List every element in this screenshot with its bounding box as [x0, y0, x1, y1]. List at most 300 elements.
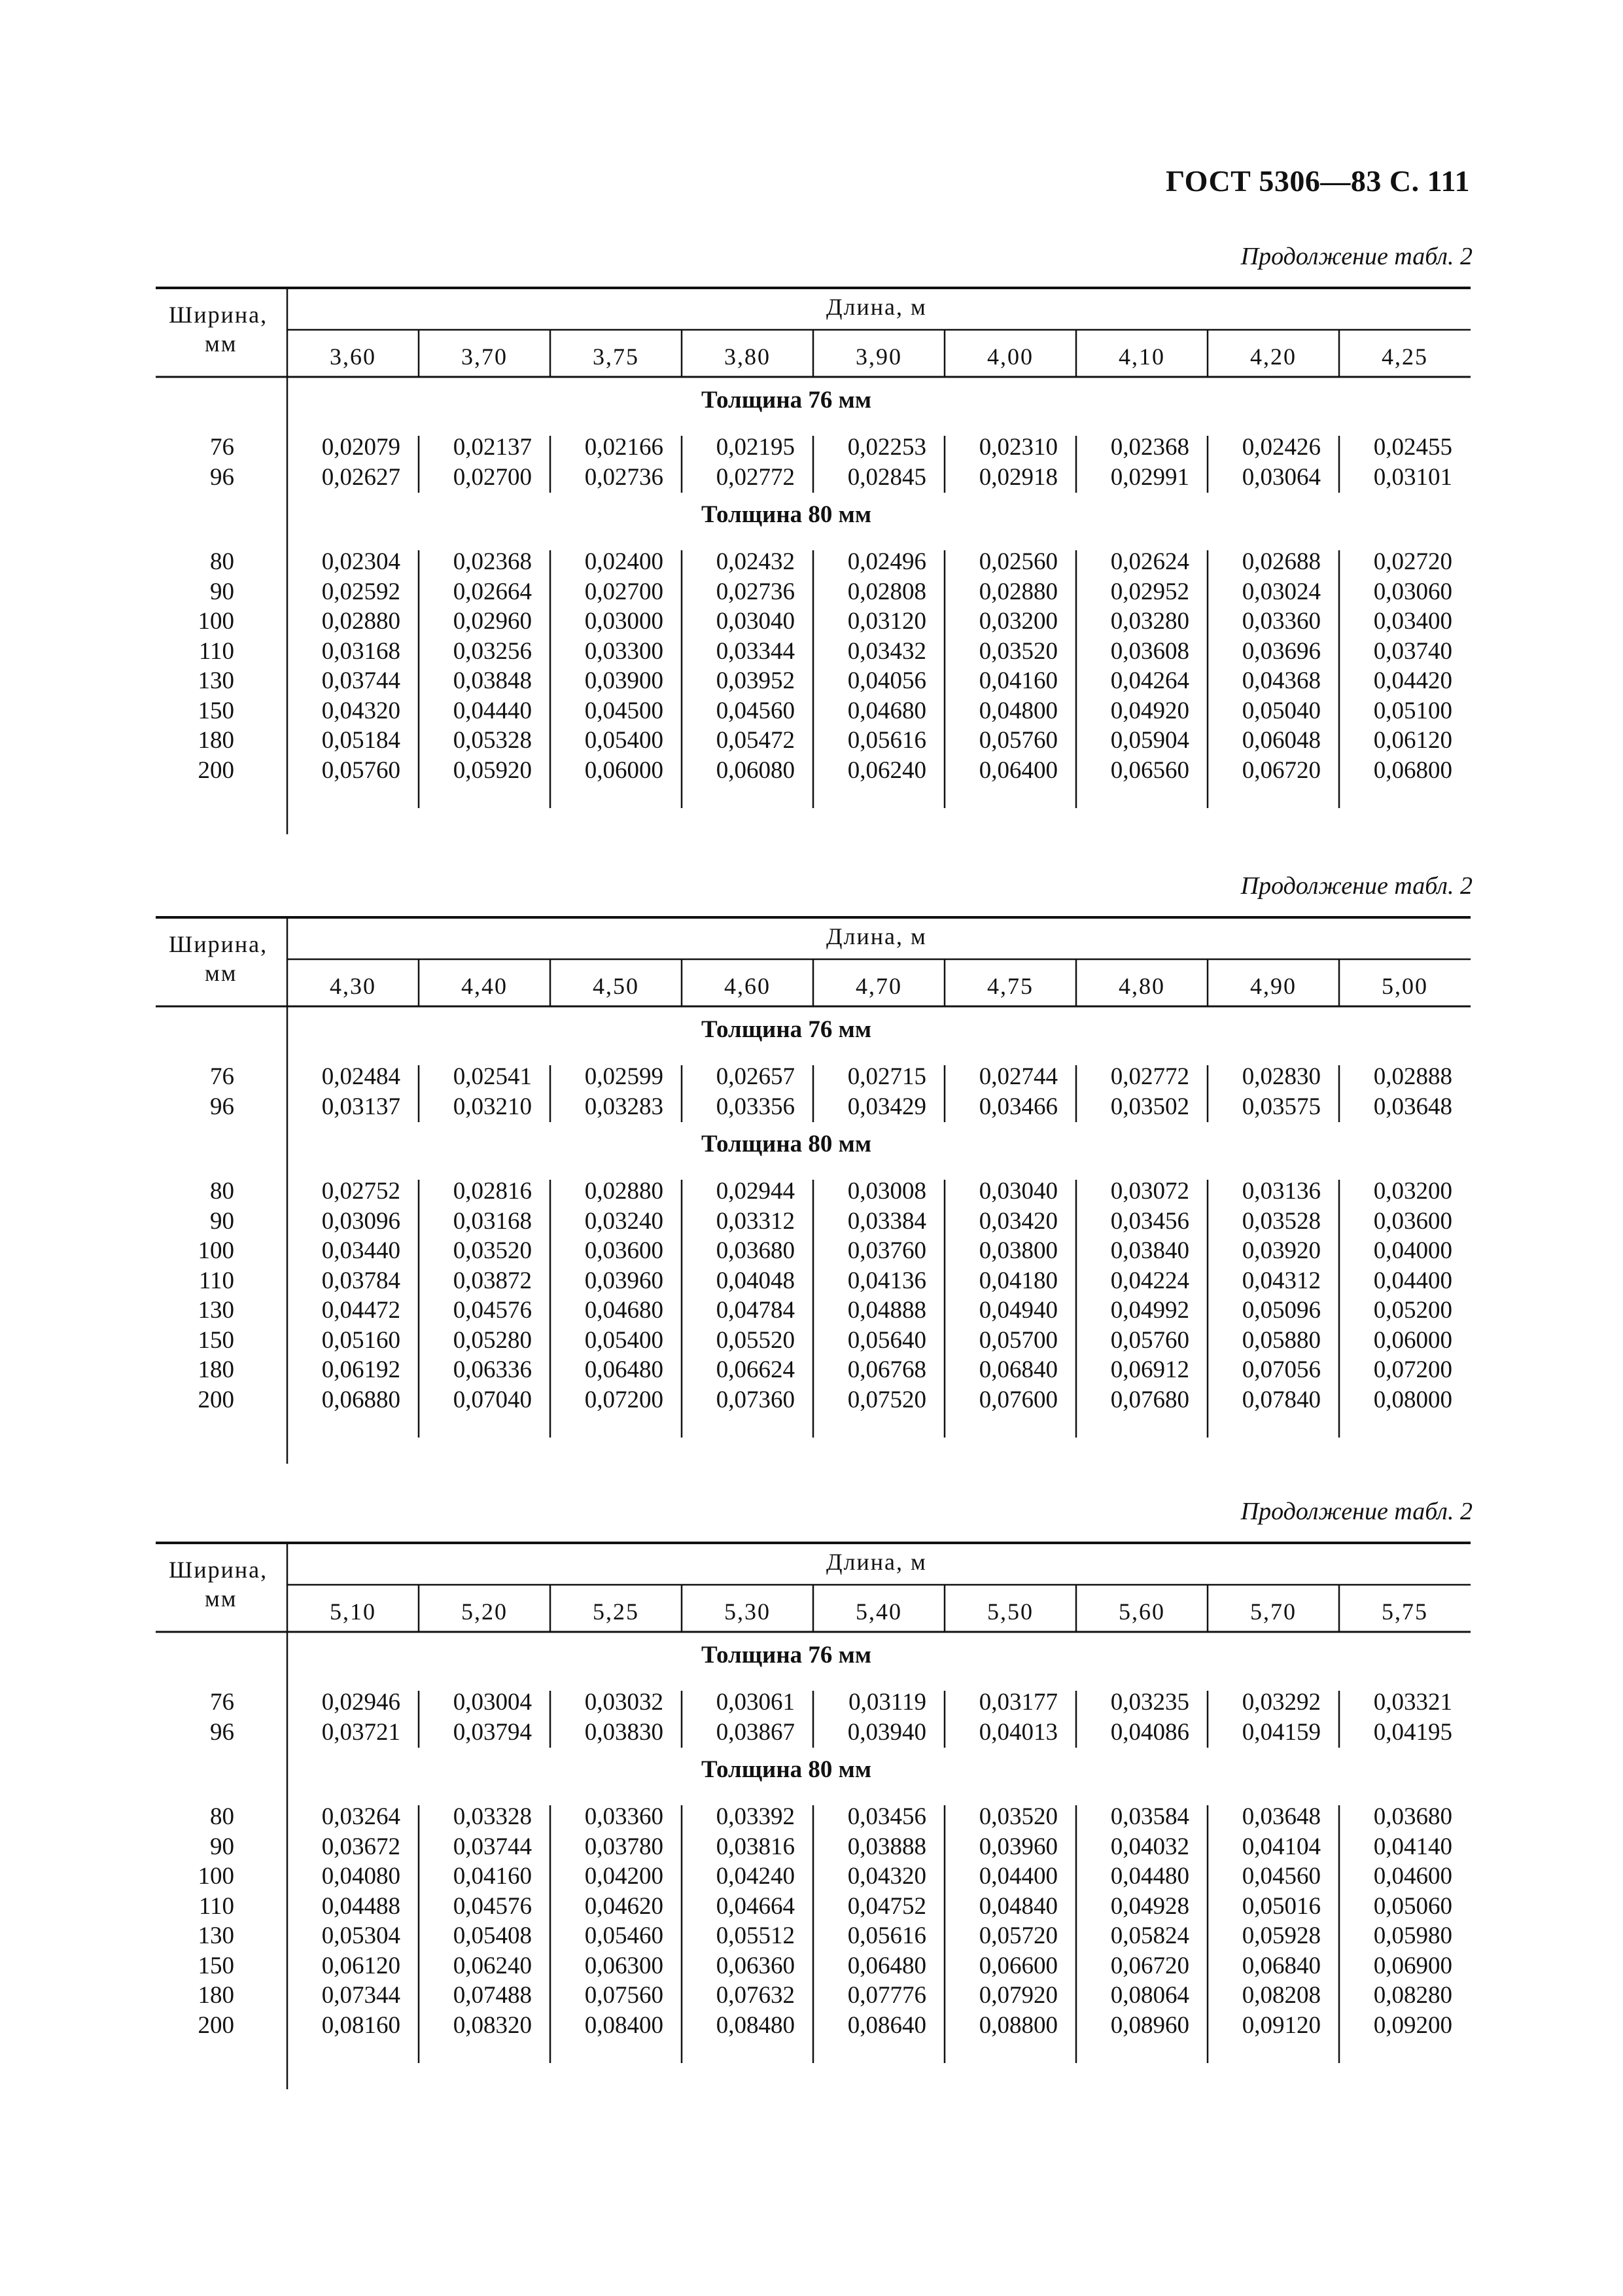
table-cell: 0,04195	[1373, 1718, 1452, 1746]
length-value: 4,25	[1382, 344, 1428, 370]
table-cell: 0,05460	[584, 1922, 663, 1949]
table-cell: 0,05640	[847, 1326, 926, 1354]
table-cell: 0,06336	[453, 1356, 532, 1383]
table-cell: 0,04086	[1110, 1718, 1189, 1746]
table-cell: 0,03520	[979, 1803, 1058, 1830]
table-cell: 0,03137	[321, 1093, 400, 1120]
table-cell: 0,02715	[847, 1063, 926, 1090]
table-cell: 0,03040	[979, 1178, 1058, 1205]
table-cell: 0,03867	[716, 1718, 795, 1746]
table-cell: 0,03960	[584, 1267, 663, 1294]
table-cell: 0,02496	[847, 548, 926, 575]
length-value: 4,40	[461, 973, 508, 999]
table-cell: 0,04784	[716, 1297, 795, 1324]
length-value: 5,75	[1382, 1598, 1428, 1625]
table-cell: 0,08208	[1242, 1982, 1321, 2009]
row-width: 180	[198, 1982, 234, 2009]
table-cell: 0,05184	[321, 727, 400, 754]
table-cell: 0,03040	[716, 608, 795, 635]
table-cell: 0,03840	[1110, 1237, 1189, 1264]
table-cell: 0,03680	[1373, 1803, 1452, 1830]
row-width: 130	[198, 1297, 234, 1324]
table-cell: 0,07776	[847, 1982, 926, 2009]
table-cell: 0,02484	[321, 1063, 400, 1090]
table-cell: 0,04680	[584, 1297, 663, 1324]
table-cell: 0,02560	[979, 548, 1058, 575]
table-cell: 0,05328	[453, 727, 532, 754]
length-value: 5,60	[1119, 1598, 1165, 1625]
table-cell: 0,04048	[716, 1267, 795, 1294]
length-value: 5,40	[856, 1598, 902, 1625]
table-cell: 0,05060	[1373, 1892, 1452, 1920]
length-value: 5,20	[461, 1598, 508, 1625]
length-value: 5,50	[987, 1598, 1034, 1625]
table-cell: 0,05904	[1110, 727, 1189, 754]
table-cell: 0,04140	[1373, 1833, 1452, 1860]
table-cell: 0,02541	[453, 1063, 532, 1090]
row-width: 80	[210, 1803, 234, 1830]
table-cell: 0,07040	[453, 1386, 532, 1413]
table-cell: 0,08280	[1373, 1982, 1452, 2009]
table-cell: 0,03584	[1110, 1803, 1189, 1830]
table-cell: 0,05160	[321, 1326, 400, 1354]
table-cell: 0,03672	[321, 1833, 400, 1860]
length-value: 4,10	[1119, 344, 1165, 370]
table-cell: 0,04200	[584, 1863, 663, 1890]
table-cell: 0,03608	[1110, 637, 1189, 665]
length-value: 5,00	[1382, 973, 1428, 999]
table-cell: 0,08480	[716, 2011, 795, 2039]
table-cell: 0,04400	[1373, 1267, 1452, 1294]
width-header: Ширина,	[169, 302, 268, 328]
table-cell: 0,04013	[979, 1718, 1058, 1746]
table-cell: 0,06300	[584, 1952, 663, 1979]
table-cell: 0,04576	[453, 1297, 532, 1324]
table-cell: 0,08064	[1110, 1982, 1189, 2009]
length-value: 4,75	[987, 973, 1034, 999]
row-width: 130	[198, 1922, 234, 1949]
table-cell: 0,04032	[1110, 1833, 1189, 1860]
table-cell: 0,03520	[979, 637, 1058, 665]
width-header-unit: мм	[205, 960, 237, 986]
table-cell: 0,02888	[1373, 1063, 1452, 1090]
table-cell: 0,02627	[321, 463, 400, 491]
table-cell: 0,05720	[979, 1922, 1058, 1949]
table-cell: 0,06048	[1242, 727, 1321, 754]
width-header-unit: мм	[205, 1585, 237, 1612]
table-cell: 0,04400	[979, 1863, 1058, 1890]
table-cell: 0,07200	[584, 1386, 663, 1413]
table-cell: 0,03120	[847, 608, 926, 635]
table-cell: 0,08960	[1110, 2011, 1189, 2039]
row-width: 150	[198, 697, 234, 724]
table-cell: 0,06720	[1242, 756, 1321, 784]
table-cell: 0,03064	[1242, 463, 1321, 491]
table-cell: 0,06080	[716, 756, 795, 784]
table-cell: 0,09200	[1373, 2011, 1452, 2039]
length-value: 5,70	[1250, 1598, 1297, 1625]
row-width: 200	[198, 756, 234, 784]
table-cell: 0,03648	[1242, 1803, 1321, 1830]
table-cell: 0,06900	[1373, 1952, 1452, 1979]
table-cell: 0,06624	[716, 1356, 795, 1383]
table-cell: 0,03136	[1242, 1178, 1321, 1205]
row-width: 96	[210, 1718, 234, 1746]
table-cell: 0,02624	[1110, 548, 1189, 575]
length-header: Длина, м	[826, 923, 927, 949]
length-value: 4,20	[1250, 344, 1297, 370]
length-value: 5,25	[593, 1598, 639, 1625]
table-cell: 0,04560	[1242, 1863, 1321, 1890]
table-cell: 0,03744	[321, 667, 400, 694]
table-cell: 0,03240	[584, 1207, 663, 1235]
table-cell: 0,04320	[847, 1863, 926, 1890]
table-cell: 0,04664	[716, 1892, 795, 1920]
table-cell: 0,03600	[584, 1237, 663, 1264]
table-cell: 0,05824	[1110, 1922, 1189, 1949]
table-cell: 0,03600	[1373, 1207, 1452, 1235]
length-value: 4,50	[593, 973, 639, 999]
table-cell: 0,07600	[979, 1386, 1058, 1413]
table-cell: 0,03072	[1110, 1178, 1189, 1205]
table-cell: 0,08160	[321, 2011, 400, 2039]
table-cell: 0,05408	[453, 1922, 532, 1949]
table-cell: 0,04620	[584, 1892, 663, 1920]
table-cell: 0,03024	[1242, 578, 1321, 605]
row-width: 90	[210, 578, 234, 605]
length-value: 4,30	[330, 973, 376, 999]
table-cell: 0,05760	[321, 756, 400, 784]
table-cell: 0,03696	[1242, 637, 1321, 665]
table-cell: 0,03264	[321, 1803, 400, 1830]
table-cell: 0,02845	[847, 463, 926, 491]
table-cell: 0,04264	[1110, 667, 1189, 694]
table-cell: 0,02137	[453, 434, 532, 461]
table-cell: 0,03420	[979, 1207, 1058, 1235]
table-cell: 0,05096	[1242, 1297, 1321, 1324]
row-width: 180	[198, 727, 234, 754]
table-cell: 0,02880	[321, 608, 400, 635]
table-cell: 0,03096	[321, 1207, 400, 1235]
table-cell: 0,06480	[847, 1952, 926, 1979]
table-cell: 0,08400	[584, 2011, 663, 2039]
table-cell: 0,03004	[453, 1689, 532, 1716]
table-cell: 0,02960	[453, 608, 532, 635]
table-cell: 0,03008	[847, 1178, 926, 1205]
table-cell: 0,04000	[1373, 1237, 1452, 1264]
table-cell: 0,02688	[1242, 548, 1321, 575]
table-cell: 0,02944	[716, 1178, 795, 1205]
row-width: 80	[210, 548, 234, 575]
table-cell: 0,06840	[979, 1356, 1058, 1383]
table-cell: 0,03960	[979, 1833, 1058, 1860]
table-cell: 0,05880	[1242, 1326, 1321, 1354]
table-cell: 0,03000	[584, 608, 663, 635]
width-header: Ширина,	[169, 931, 268, 957]
row-width: 200	[198, 1386, 234, 1413]
table-cell: 0,02946	[321, 1689, 400, 1716]
table-cell: 0,03800	[979, 1237, 1058, 1264]
table-cell: 0,04080	[321, 1863, 400, 1890]
row-width: 76	[210, 434, 234, 461]
table-cell: 0,03321	[1373, 1689, 1452, 1716]
table-cell: 0,03312	[716, 1207, 795, 1235]
table-cell: 0,05280	[453, 1326, 532, 1354]
table-cell: 0,03940	[847, 1718, 926, 1746]
section-title: Толщина 76 мм	[701, 387, 872, 414]
table-cell: 0,06400	[979, 756, 1058, 784]
table-cell: 0,04368	[1242, 667, 1321, 694]
table-cell: 0,03784	[321, 1267, 400, 1294]
table-cell: 0,05400	[584, 1326, 663, 1354]
table-cell: 0,05100	[1373, 697, 1452, 724]
row-width: 80	[210, 1178, 234, 1205]
table-cell: 0,03888	[847, 1833, 926, 1860]
table-cell: 0,07056	[1242, 1356, 1321, 1383]
table-cell: 0,02880	[584, 1178, 663, 1205]
table-cell: 0,03292	[1242, 1689, 1321, 1716]
table-cell: 0,04480	[1110, 1863, 1189, 1890]
table-cell: 0,04576	[453, 1892, 532, 1920]
table-cell: 0,04920	[1110, 697, 1189, 724]
table-cell: 0,02918	[979, 463, 1058, 491]
table-cell: 0,02400	[584, 548, 663, 575]
length-value: 3,60	[330, 344, 376, 370]
table-cell: 0,02079	[321, 434, 400, 461]
data-table	[156, 917, 1477, 1467]
row-width: 96	[210, 463, 234, 491]
table-cell: 0,04500	[584, 697, 663, 724]
table-cell: 0,03328	[453, 1803, 532, 1830]
table-cell: 0,04928	[1110, 1892, 1189, 1920]
row-width: 76	[210, 1063, 234, 1090]
table-cell: 0,07344	[321, 1982, 400, 2009]
table-cell: 0,06600	[979, 1952, 1058, 1979]
length-value: 5,10	[330, 1598, 376, 1625]
page-header: ГОСТ 5306—83 С. 111	[1165, 164, 1470, 198]
table-cell: 0,05472	[716, 727, 795, 754]
table-cell: 0,05200	[1373, 1297, 1452, 1324]
table-cell: 0,06720	[1110, 1952, 1189, 1979]
table-cell: 0,02700	[584, 578, 663, 605]
table-cell: 0,03680	[716, 1237, 795, 1264]
table-cell: 0,03360	[1242, 608, 1321, 635]
table-cell: 0,04472	[321, 1297, 400, 1324]
table-cell: 0,03177	[979, 1689, 1058, 1716]
table-cell: 0,02880	[979, 578, 1058, 605]
table-cell: 0,05616	[847, 1922, 926, 1949]
row-width: 110	[198, 1267, 234, 1294]
table-cell: 0,02736	[584, 463, 663, 491]
table-cell: 0,06840	[1242, 1952, 1321, 1979]
table-cell: 0,02830	[1242, 1063, 1321, 1090]
table-cell: 0,05040	[1242, 697, 1321, 724]
table-cell: 0,04312	[1242, 1267, 1321, 1294]
table-cell: 0,03466	[979, 1093, 1058, 1120]
table-cell: 0,04840	[979, 1892, 1058, 1920]
table-cell: 0,03440	[321, 1237, 400, 1264]
table-cell: 0,07560	[584, 1982, 663, 2009]
table-cell: 0,04992	[1110, 1297, 1189, 1324]
length-value: 4,70	[856, 973, 902, 999]
table-cell: 0,06000	[584, 756, 663, 784]
table-cell: 0,04160	[453, 1863, 532, 1890]
table-cell: 0,04104	[1242, 1833, 1321, 1860]
table-cell: 0,04440	[453, 697, 532, 724]
table-cell: 0,05016	[1242, 1892, 1321, 1920]
row-width: 180	[198, 1356, 234, 1383]
table-cell: 0,02720	[1373, 548, 1452, 575]
row-width: 200	[198, 2011, 234, 2039]
row-width: 100	[198, 1863, 234, 1890]
table-cell: 0,02772	[716, 463, 795, 491]
table-cell: 0,03119	[848, 1689, 926, 1716]
length-value: 3,80	[724, 344, 771, 370]
length-header: Длина, м	[826, 294, 927, 320]
table-cell: 0,04320	[321, 697, 400, 724]
table-cell: 0,04224	[1110, 1267, 1189, 1294]
table-cell: 0,02304	[321, 548, 400, 575]
width-header-unit: мм	[205, 330, 237, 357]
table-cell: 0,02253	[847, 434, 926, 461]
table-cell: 0,04240	[716, 1863, 795, 1890]
table-cell: 0,04800	[979, 697, 1058, 724]
table-cell: 0,05304	[321, 1922, 400, 1949]
table-cell: 0,03816	[716, 1833, 795, 1860]
table-cell: 0,02772	[1110, 1063, 1189, 1090]
table-cell: 0,03168	[321, 637, 400, 665]
table-cell: 0,03356	[716, 1093, 795, 1120]
table-cell: 0,02752	[321, 1178, 400, 1205]
continuation-label: Продолжение табл. 2	[1240, 1498, 1473, 1525]
table-cell: 0,03256	[453, 637, 532, 665]
table-cell: 0,09120	[1242, 2011, 1321, 2039]
table-cell: 0,08320	[453, 2011, 532, 2039]
table-cell: 0,04136	[847, 1267, 926, 1294]
table-cell: 0,03721	[321, 1718, 400, 1746]
table-cell: 0,05760	[1110, 1326, 1189, 1354]
table-cell: 0,03830	[584, 1718, 663, 1746]
table-cell: 0,03200	[1373, 1178, 1452, 1205]
row-width: 100	[198, 1237, 234, 1264]
table-cell: 0,06120	[1373, 727, 1452, 754]
table-cell: 0,05400	[584, 727, 663, 754]
table-cell: 0,03344	[716, 637, 795, 665]
table-cell: 0,06240	[453, 1952, 532, 1979]
row-width: 110	[198, 1892, 234, 1920]
table-cell: 0,04488	[321, 1892, 400, 1920]
table-cell: 0,03210	[453, 1093, 532, 1120]
table-cell: 0,03432	[847, 637, 926, 665]
table-cell: 0,02657	[716, 1063, 795, 1090]
table-cell: 0,03780	[584, 1833, 663, 1860]
table-cell: 0,03429	[847, 1093, 926, 1120]
table-cell: 0,02432	[716, 548, 795, 575]
section-title: Толщина 76 мм	[701, 1016, 872, 1043]
table-cell: 0,05928	[1242, 1922, 1321, 1949]
row-width: 110	[198, 637, 234, 665]
length-value: 3,75	[593, 344, 639, 370]
table-cell: 0,02736	[716, 578, 795, 605]
table-cell: 0,06240	[847, 756, 926, 784]
table-cell: 0,03502	[1110, 1093, 1189, 1120]
table-cell: 0,02744	[979, 1063, 1058, 1090]
table-cell: 0,03952	[716, 667, 795, 694]
continuation-label: Продолжение табл. 2	[1240, 872, 1473, 900]
table-cell: 0,05520	[716, 1326, 795, 1354]
table-cell: 0,07488	[453, 1982, 532, 2009]
table-cell: 0,07920	[979, 1982, 1058, 2009]
table-cell: 0,02166	[584, 434, 663, 461]
length-value: 4,80	[1119, 973, 1165, 999]
table-cell: 0,02808	[847, 578, 926, 605]
table-cell: 0,03168	[453, 1207, 532, 1235]
table-cell: 0,05512	[716, 1922, 795, 1949]
table-cell: 0,07520	[847, 1386, 926, 1413]
row-width: 96	[210, 1093, 234, 1120]
table-cell: 0,03744	[453, 1833, 532, 1860]
table-cell: 0,02991	[1110, 463, 1189, 491]
table-cell: 0,02664	[453, 578, 532, 605]
length-value: 5,30	[724, 1598, 771, 1625]
table-cell: 0,04752	[847, 1892, 926, 1920]
table-cell: 0,02592	[321, 578, 400, 605]
table-cell: 0,03235	[1110, 1689, 1189, 1716]
table-cell: 0,07840	[1242, 1386, 1321, 1413]
table-cell: 0,05760	[979, 727, 1058, 754]
table-cell: 0,02368	[1110, 434, 1189, 461]
table-cell: 0,04680	[847, 697, 926, 724]
table-cell: 0,03392	[716, 1803, 795, 1830]
length-header: Длина, м	[826, 1549, 927, 1575]
table-cell: 0,03280	[1110, 608, 1189, 635]
row-width: 150	[198, 1326, 234, 1354]
data-table	[156, 1543, 1477, 2093]
table-cell: 0,03740	[1373, 637, 1452, 665]
table-cell: 0,06480	[584, 1356, 663, 1383]
table-cell: 0,04160	[979, 667, 1058, 694]
table-cell: 0,08000	[1373, 1386, 1452, 1413]
table-cell: 0,03528	[1242, 1207, 1321, 1235]
table-cell: 0,06560	[1110, 756, 1189, 784]
table-cell: 0,03920	[1242, 1237, 1321, 1264]
table-cell: 0,02426	[1242, 434, 1321, 461]
table-cell: 0,08800	[979, 2011, 1058, 2039]
table-cell: 0,04560	[716, 697, 795, 724]
continuation-label: Продолжение табл. 2	[1240, 243, 1473, 270]
table-cell: 0,02816	[453, 1178, 532, 1205]
length-value: 4,90	[1250, 973, 1297, 999]
table-cell: 0,03032	[584, 1689, 663, 1716]
table-cell: 0,03848	[453, 667, 532, 694]
table-cell: 0,03060	[1373, 578, 1452, 605]
width-header: Ширина,	[169, 1557, 268, 1583]
table-cell: 0,06912	[1110, 1356, 1189, 1383]
table-cell: 0,03300	[584, 637, 663, 665]
table-cell: 0,03760	[847, 1237, 926, 1264]
table-cell: 0,03456	[847, 1803, 926, 1830]
table-cell: 0,03872	[453, 1267, 532, 1294]
row-width: 100	[198, 608, 234, 635]
table-cell: 0,03794	[453, 1718, 532, 1746]
table-cell: 0,03384	[847, 1207, 926, 1235]
table-cell: 0,02599	[584, 1063, 663, 1090]
table-cell: 0,03456	[1110, 1207, 1189, 1235]
table-cell: 0,04888	[847, 1297, 926, 1324]
table-cell: 0,04600	[1373, 1863, 1452, 1890]
table-cell: 0,03900	[584, 667, 663, 694]
length-value: 3,70	[461, 344, 508, 370]
